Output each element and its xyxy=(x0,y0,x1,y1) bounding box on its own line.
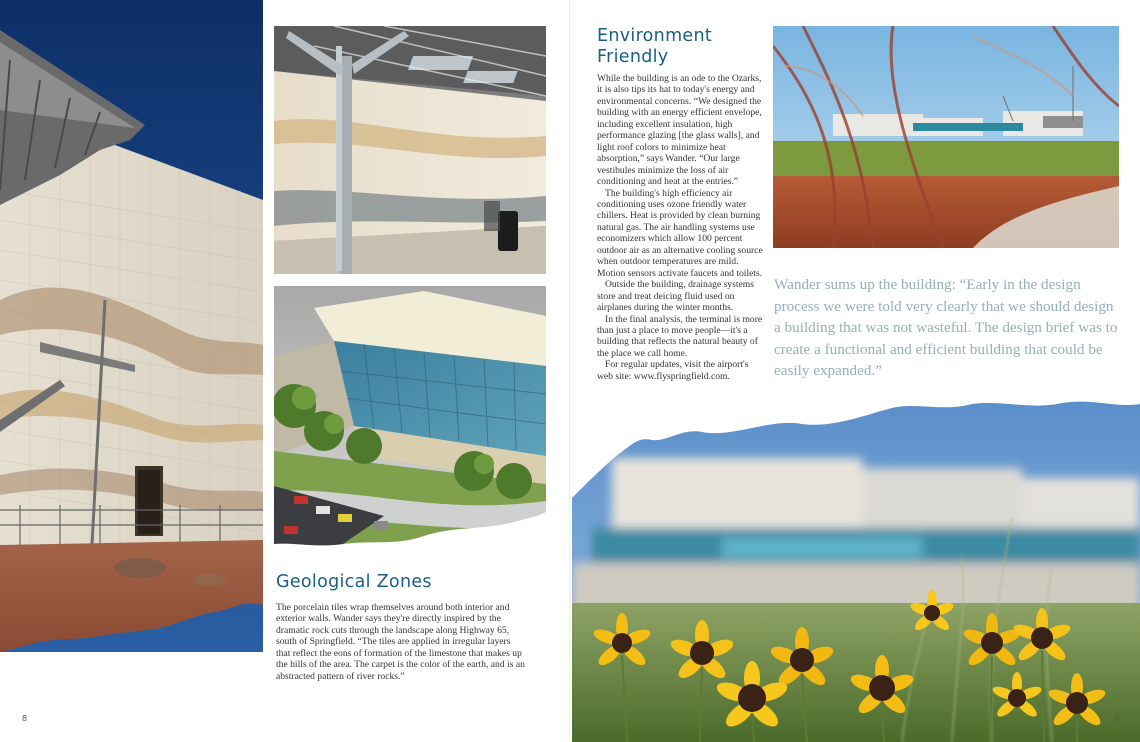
terminal-render-photo xyxy=(274,286,546,550)
geological-zones-body: The porcelain tiles wrap themselves around both interior and exterior walls. Wander says they're directly inspired by the dramatic rock cuts through the landscape along Highway 65, south of Springfield. “The tiles are applied in irregular layers that reflect the eons of formation of the limestone that makes up the hills of the area. The carpet is the color of the earth, and is an abstracted pattern of river rocks.” xyxy=(276,602,525,682)
env-paragraph: In the final analysis, the terminal is more than just a place to move people—it's a building that reflects the natural beauty of the place we call home. xyxy=(597,313,763,359)
page-number-right: 9 xyxy=(1114,714,1120,723)
tower-wall-photo xyxy=(0,0,263,652)
terminal-interior-photo xyxy=(274,26,546,274)
env-paragraph: Outside the building, drainage systems store and treat deicing fluid used on airplanes during the winter months. xyxy=(597,279,754,314)
page-number-left: 8 xyxy=(22,714,28,723)
black-eyed-susan-photo xyxy=(572,398,1140,742)
environment-friendly-body xyxy=(597,73,763,382)
geological-zones-heading: Geological Zones xyxy=(276,572,432,592)
env-paragraph: While the building is an ode to the Ozarks, it is also tips its hat to today's energy and environmental concerns. “We designed the building with an energy efficient envelope, including excellent insulation, high performance glazing [the glass walls], and light roof colors to minimize heat absorption,” says Wander. “Our large vestibules minimize the loss of air conditioning and heat at the entries.” xyxy=(597,73,762,188)
env-paragraph: For regular updates, visit the airport's web site: www.flyspringfield.com. xyxy=(597,359,749,382)
construction-field-photo xyxy=(773,26,1119,248)
pull-quote: Wander sums up the building: “Early in the design process we were told very clearly that we should design a building that was not wasteful. The design brief was to create a functional and efficient building that could be easily expanded.” xyxy=(774,276,1118,380)
env-paragraph: The building's high efficiency air conditioning uses ozone friendly water chillers. Heat is provided by clean burning natural gas. The air handling systems use economizers which allow 100 percent outdoor air as an alternative cooling source when outdoor temperatures are mild. Motion sensors activate faucets and toilets. xyxy=(597,187,763,279)
environment-friendly-heading: Environment Friendly xyxy=(597,26,713,67)
